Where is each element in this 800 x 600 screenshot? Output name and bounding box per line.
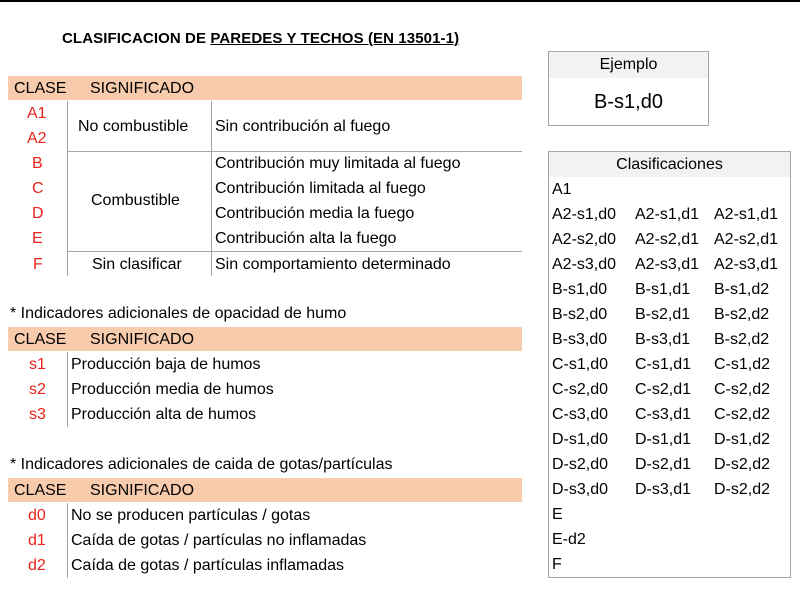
classification-code: A1 (552, 181, 572, 198)
classification-code: B-s2,d0 (552, 306, 608, 323)
classification-code: C-s3,d0 (552, 406, 609, 423)
classification-code: A2-s1,d1 (714, 206, 779, 223)
classification-row (549, 277, 790, 302)
smoke-section-title: * Indicadores adicionales de opacidad de humo (10, 305, 347, 322)
class-code: E (32, 230, 43, 247)
class-code: F (33, 256, 43, 273)
classification-row (549, 427, 790, 452)
classification-code: B-s2,d2 (714, 306, 770, 323)
classification-row (549, 402, 790, 427)
class-code: A2 (27, 130, 47, 147)
smoke-code: s2 (29, 381, 46, 398)
classification-row (549, 252, 790, 277)
drops-code: d0 (28, 507, 46, 524)
classification-code: A2-s2,d0 (552, 231, 617, 248)
example-value: B-s1,d0 (594, 91, 663, 113)
classification-code: C-s2,d2 (714, 406, 771, 423)
classification-row (549, 227, 790, 252)
classification-code: A2-s1,d0 (552, 206, 617, 223)
description: Sin comportamiento determinado (215, 256, 451, 273)
classification-row (549, 377, 790, 402)
drops-code: d1 (28, 532, 46, 549)
class-code: C (32, 180, 44, 197)
drops-header-significado: SIGNIFICADO (90, 482, 195, 499)
drops-meaning: No se producen partículas / gotas (71, 507, 311, 524)
classification-code: D-s1,d1 (635, 431, 692, 448)
smoke-table-header (8, 327, 522, 351)
drops-section-title: * Indicadores adicionales de caida de gotas/partículas (10, 456, 393, 473)
classification-row (549, 352, 790, 377)
classification-code: C-s1,d1 (635, 356, 692, 373)
classification-code: B-s2,d1 (635, 306, 691, 323)
smoke-header-clase: CLASE (14, 331, 67, 348)
classification-code: E-d2 (552, 531, 586, 548)
page-title (62, 30, 459, 47)
classification-code: D-s2,d2 (714, 481, 771, 498)
classification-code: D-s3,d1 (635, 481, 692, 498)
classification-code: B-s3,d0 (552, 331, 608, 348)
classification-row (549, 527, 790, 552)
classification-code: B-s1,d1 (635, 281, 691, 298)
classifications-rows (549, 177, 790, 577)
classification-code: B-s1,d0 (552, 281, 608, 298)
divider-clase (67, 352, 68, 427)
divider-clase (67, 101, 68, 276)
drops-table-header (8, 478, 522, 502)
classification-code: C-s2,d0 (552, 381, 609, 398)
classifications-title: Clasificaciones (549, 152, 790, 177)
classification-code: B-s2,d2 (714, 331, 770, 348)
page-title-underlined: PAREDES Y TECHOS (EN 13501-1) (210, 30, 460, 47)
classification-code: C-s3,d1 (635, 406, 692, 423)
classification-code: A2-s2,d1 (714, 231, 779, 248)
classification-row (549, 302, 790, 327)
classification-row (549, 552, 790, 577)
classification-code: D-s1,d2 (714, 431, 771, 448)
classifications-table (548, 151, 791, 578)
example-box (548, 51, 709, 126)
classification-code: C-s2,d2 (714, 381, 771, 398)
drops-meaning: Caída de gotas / partículas no inflamadas (71, 532, 367, 549)
example-label: Ejemplo (549, 52, 708, 78)
classification-row (549, 177, 790, 202)
class-code: D (32, 205, 44, 222)
description: Contribución muy limitada al fuego (215, 155, 461, 172)
classification-code: F (552, 556, 562, 573)
smoke-header-significado: SIGNIFICADO (90, 331, 195, 348)
divider-clase (67, 503, 68, 578)
smoke-code: s3 (29, 406, 46, 423)
divider-category (211, 101, 212, 276)
classification-code: A2-s3,d1 (714, 256, 779, 273)
classification-row (549, 452, 790, 477)
classification-code: E (552, 506, 563, 523)
classification-code: A2-s2,d1 (635, 231, 700, 248)
classification-code: B-s1,d2 (714, 281, 770, 298)
drops-meaning: Caída de gotas / partículas inflamadas (71, 557, 345, 574)
description: Sin contribución al fuego (215, 118, 391, 135)
category-label: Combustible (91, 192, 180, 209)
main-table-header (8, 76, 522, 100)
drops-header-clase: CLASE (14, 482, 67, 499)
classification-code: C-s2,d1 (635, 381, 692, 398)
page-title-prefix: CLASIFICACION DE (62, 30, 211, 47)
description: Contribución alta la fuego (215, 230, 397, 247)
smoke-meaning: Producción media de humos (71, 381, 274, 398)
top-border (0, 0, 800, 2)
class-code: A1 (27, 105, 47, 122)
main-header-clase: CLASE (14, 80, 67, 97)
classification-row (549, 502, 790, 527)
category-label: Sin clasificar (92, 256, 182, 273)
smoke-code: s1 (29, 356, 46, 373)
classification-code: D-s1,d0 (552, 431, 609, 448)
classification-code: D-s2,d0 (552, 456, 609, 473)
classification-row (549, 202, 790, 227)
description: Contribución media la fuego (215, 205, 415, 222)
classification-row (549, 477, 790, 502)
smoke-meaning: Producción alta de humos (71, 406, 256, 423)
classification-code: A2-s1,d1 (635, 206, 700, 223)
classification-code: D-s2,d1 (635, 456, 692, 473)
class-code: B (32, 155, 43, 172)
classification-code: C-s1,d0 (552, 356, 609, 373)
classification-code: B-s3,d1 (635, 331, 691, 348)
classification-code: A2-s3,d0 (552, 256, 617, 273)
drops-code: d2 (28, 557, 46, 574)
category-label: No combustible (78, 118, 189, 135)
smoke-meaning: Producción baja de humos (71, 356, 261, 373)
description: Contribución limitada al fuego (215, 180, 426, 197)
classification-code: D-s2,d2 (714, 456, 771, 473)
classification-code: A2-s3,d1 (635, 256, 700, 273)
classification-code: C-s1,d2 (714, 356, 771, 373)
main-header-significado: SIGNIFICADO (90, 80, 195, 97)
classification-row (549, 327, 790, 352)
classification-code: D-s3,d0 (552, 481, 609, 498)
